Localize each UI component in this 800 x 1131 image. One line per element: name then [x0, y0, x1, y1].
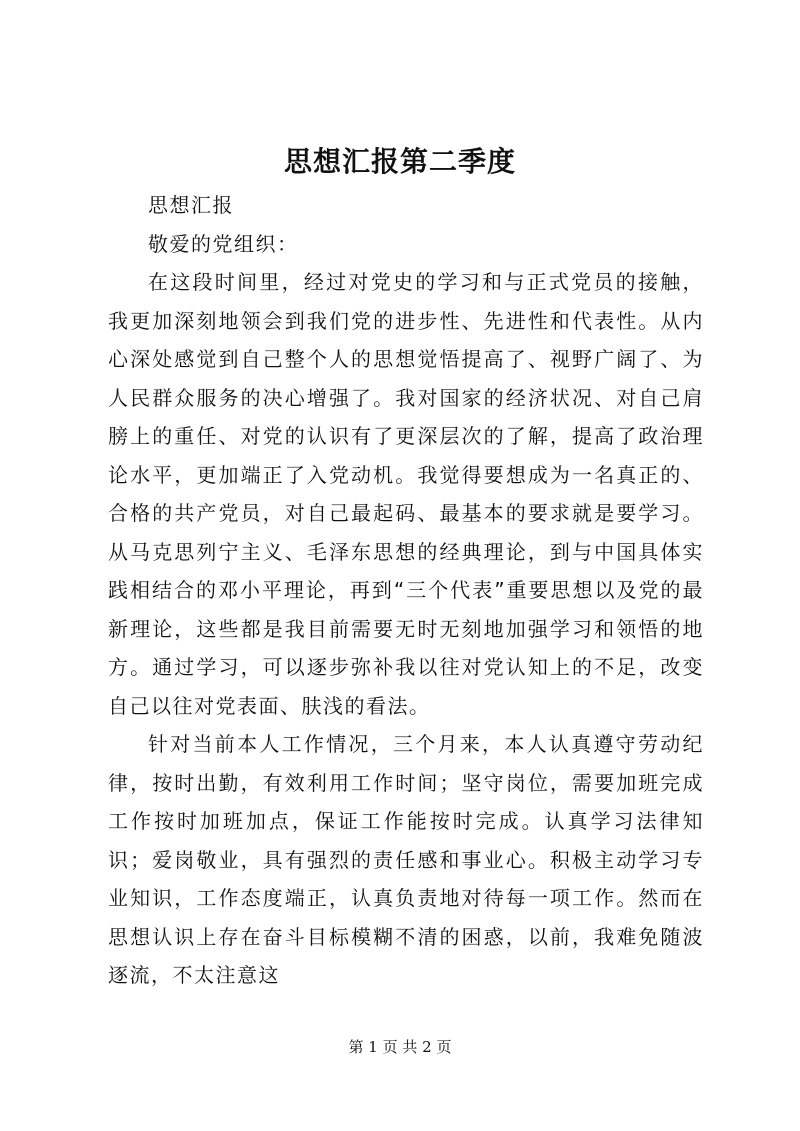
- heading-line: 思想汇报: [148, 193, 234, 217]
- document-body: [108, 186, 704, 995]
- paragraph-1: 在这段时间里，经过对党史的学习和与正式党员的接触，我更加深刻地领会到我们党的进步性、先进性和代表性。从内心深处感觉到自己整个人的思想觉悟提高了、视野广阔了、为人民群众服务的决心增强了。我对国家的经济状况、对自己肩膀上的重任、对党的认识有了更深层次的了解，提高了政治理论水平，更加端正了入党动机。我觉得要想成为一名真正的、合格的共产党员，对自己最起码、最基本的要求就是要学习。从马克思列宁主义、毛泽东思想的经典理论，到与中国具体实践相结合的邓小平理论，再到“三个代表”重要思想以及党的最新理论，这些都是我目前需要无时无刻地加强学习和领悟的地方。通过学习，可以逐步弥补我以往对党认知上的不足，改变自己以往对党表面、肤浅的看法。: [108, 270, 704, 718]
- salutation-line: 敬爱的党组织：: [148, 231, 299, 256]
- page-footer: 第 1 页 共 2 页: [348, 1038, 452, 1056]
- paragraph-2: 针对当前本人工作情况，三个月来，本人认真遵守劳动纪律，按时出勤，有效利用工作时间；坚守岗位，需要加班完成工作按时加班加点，保证工作能按时完成。认真学习法律知识；爱岗敬业，具有强烈的责任感和事业心。积极主动学习专业知识，工作态度端正，认真负责地对待每一项工作。然而在思想认识上存在奋斗目标模糊不清的困惑，以前，我难免随波逐流，不太注意这: [108, 732, 704, 987]
- document-title: 思想汇报第二季度: [283, 145, 516, 178]
